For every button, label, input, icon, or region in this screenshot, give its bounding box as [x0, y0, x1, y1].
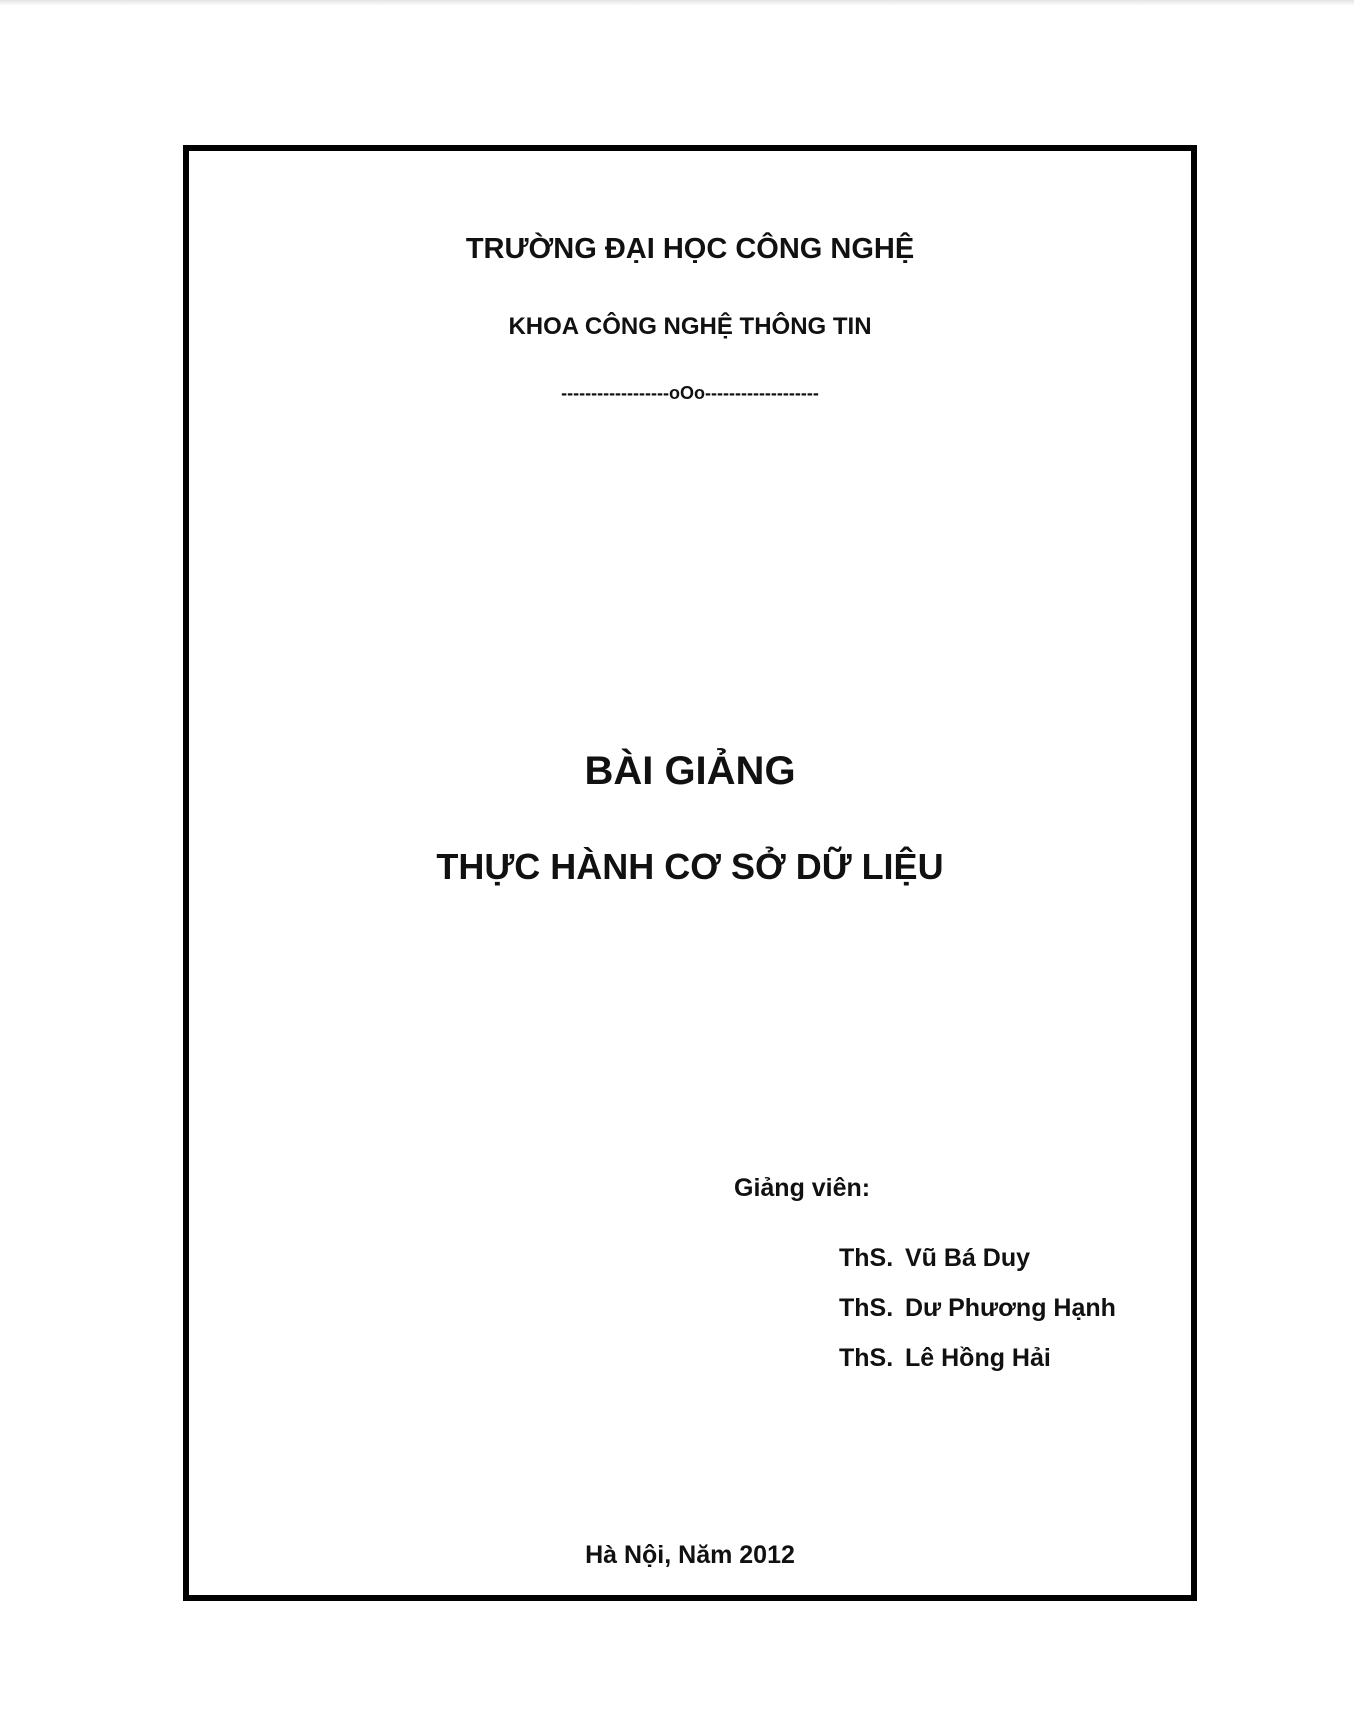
- lecturer-name: Lê Hồng Hải: [905, 1344, 1051, 1372]
- lecturer-name: Dư Phương Hạnh: [905, 1294, 1116, 1322]
- faculty-name: KHOA CÔNG NGHỆ THÔNG TIN: [508, 313, 872, 340]
- lecturer-item: [839, 1343, 1116, 1393]
- lecturer-degree: ThS.: [839, 1294, 894, 1322]
- cover-page-border: [183, 145, 1197, 1601]
- lecturer-degree: ThS.: [839, 1244, 894, 1272]
- viewer-top-edge: [0, 0, 1354, 6]
- university-name: TRƯỜNG ĐẠI HỌC CÔNG NGHỆ: [465, 233, 915, 265]
- lecturer-list: [839, 1243, 1116, 1393]
- lecturer-degree: ThS.: [839, 1344, 894, 1372]
- place-and-year: Hà Nội, Năm 2012: [585, 1541, 795, 1569]
- lecturer-name: Vũ Bá Duy: [905, 1244, 1031, 1272]
- document-type: BÀI GIẢNG: [584, 749, 796, 793]
- lecturer-item: [839, 1243, 1116, 1293]
- lecturers-label: Giảng viên:: [734, 1174, 871, 1202]
- course-title: THỰC HÀNH CƠ SỞ DỮ LIỆU: [436, 846, 944, 887]
- lecturer-item: [839, 1293, 1116, 1343]
- ornament-separator: ------------------oOo-------------------: [561, 383, 819, 403]
